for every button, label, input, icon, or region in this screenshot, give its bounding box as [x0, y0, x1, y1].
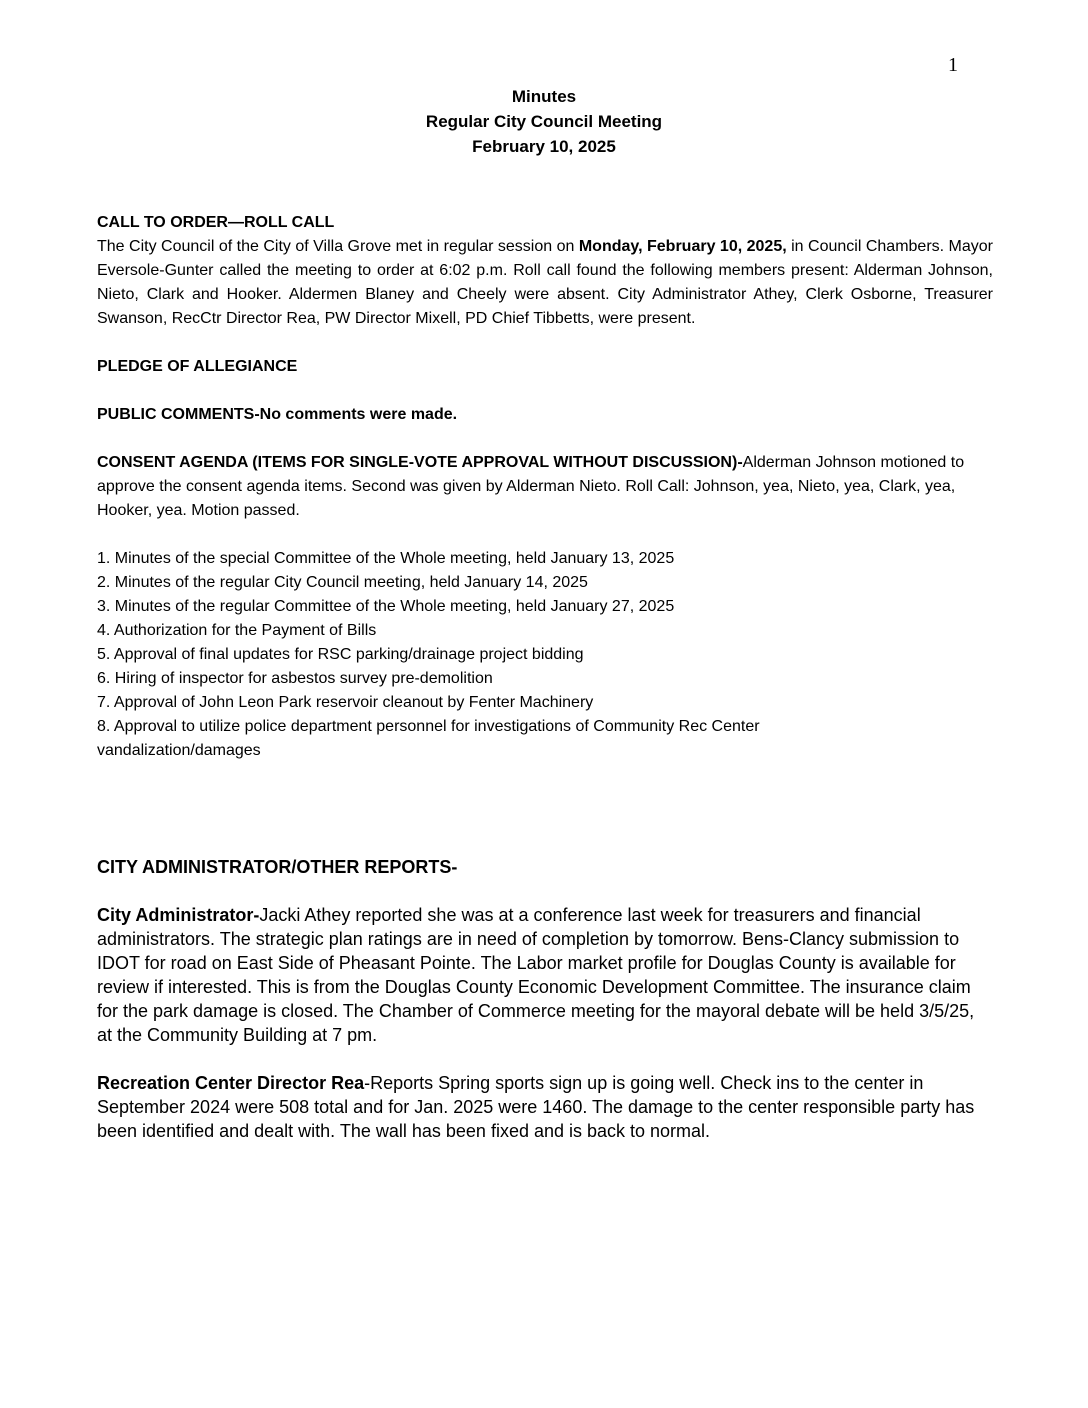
list-item: 2. Minutes of the regular City Council meeting, held January 14, 2025	[97, 574, 588, 591]
minutes-body	[97, 211, 993, 763]
city-admin-report	[97, 903, 977, 1047]
call-to-order-heading: CALL TO ORDER—ROLL CALL	[97, 214, 335, 231]
list-item: 1. Minutes of the special Committee of the Whole meeting, held January 13, 2025	[97, 550, 675, 567]
rec-center-label: Recreation Center Director Rea	[97, 1073, 365, 1093]
public-comments-heading: PUBLIC COMMENTS-No comments were made.	[97, 406, 458, 423]
call-to-order-paragraph	[97, 235, 993, 331]
list-item: 5. Approval of final updates for RSC parking/drainage project bidding	[97, 646, 584, 663]
list-item: 8. Approval to utilize police department personnel for investigations of Community Rec Center vandalization/damages	[97, 718, 760, 759]
reports-section	[97, 855, 977, 1143]
call-to-order-date: Monday, February 10, 2025,	[578, 238, 787, 255]
page-number: 1	[948, 54, 958, 76]
call-to-order-text-before: The City Council of the City of Villa Grove met in regular session on	[97, 238, 579, 255]
consent-agenda-text: Alderman Johnson motioned to approve the consent agenda items. Second was given by Alderman Nieto. Roll Call: Johnson, yea, Nieto, yea, Clark, yea, Hooker, yea. Motion passed.	[97, 454, 965, 519]
list-item: 4. Authorization for the Payment of Bills	[97, 622, 377, 639]
rec-center-text: -Reports Spring sports sign up is going well. Check ins to the center in September 2024 were 508 total and for Jan. 2025 were 1460. The damage to the center responsible party has been identified and dealt with. The wall has been fixed and is back to normal.	[97, 1073, 975, 1141]
rec-center-report	[97, 1071, 977, 1143]
consent-agenda-paragraph	[97, 451, 993, 523]
city-admin-text: Jacki Athey reported she was at a conference last week for treasurers and financial administrators. The strategic plan ratings are in need of completion by tomorrow. Bens-Clancy submission to IDOT for road on East Side of Pheasant Pointe. The Labor market profile for Douglas County is available for review if interested. This is from the Douglas County Economic Development Committee. The insurance claim for the park damage is closed. The Chamber of Commerce meeting for the mayoral debate will be held 3/5/25, at the Community Building at 7 pm.	[97, 905, 975, 1045]
meeting-type: Regular City Council Meeting	[425, 112, 663, 131]
meeting-date: February 10, 2025	[472, 137, 616, 156]
city-admin-label: City Administrator-	[97, 905, 260, 925]
document-header	[0, 84, 1088, 159]
list-item: 3. Minutes of the regular Committee of the Whole meeting, held January 27, 2025	[97, 598, 675, 615]
document-title: Minutes	[511, 87, 577, 106]
consent-agenda-heading: CONSENT AGENDA (ITEMS FOR SINGLE-VOTE APPROVAL WITHOUT DISCUSSION)-	[97, 454, 743, 471]
consent-agenda-list	[97, 547, 993, 763]
list-item: 7. Approval of John Leon Park reservoir cleanout by Fenter Machinery	[97, 694, 594, 711]
reports-heading: CITY ADMINISTRATOR/OTHER REPORTS-	[97, 857, 458, 877]
call-to-order-text-after: in Council Chambers. Mayor Eversole-Gunter called the meeting to order at 6:02 p.m. Roll call found the following members present: Alderman Johnson, Nieto, Clark and Hooker. Aldermen Blaney and Cheely were absent. City Administrator Athey, Clerk Osborne, Treasurer Swanson, RecCtr Director Rea, PW Director Mixell, PD Chief Tibbetts, were present.	[97, 238, 994, 327]
list-item: 6. Hiring of inspector for asbestos survey pre-demolition	[97, 670, 493, 687]
pledge-heading: PLEDGE OF ALLEGIANCE	[97, 358, 298, 375]
